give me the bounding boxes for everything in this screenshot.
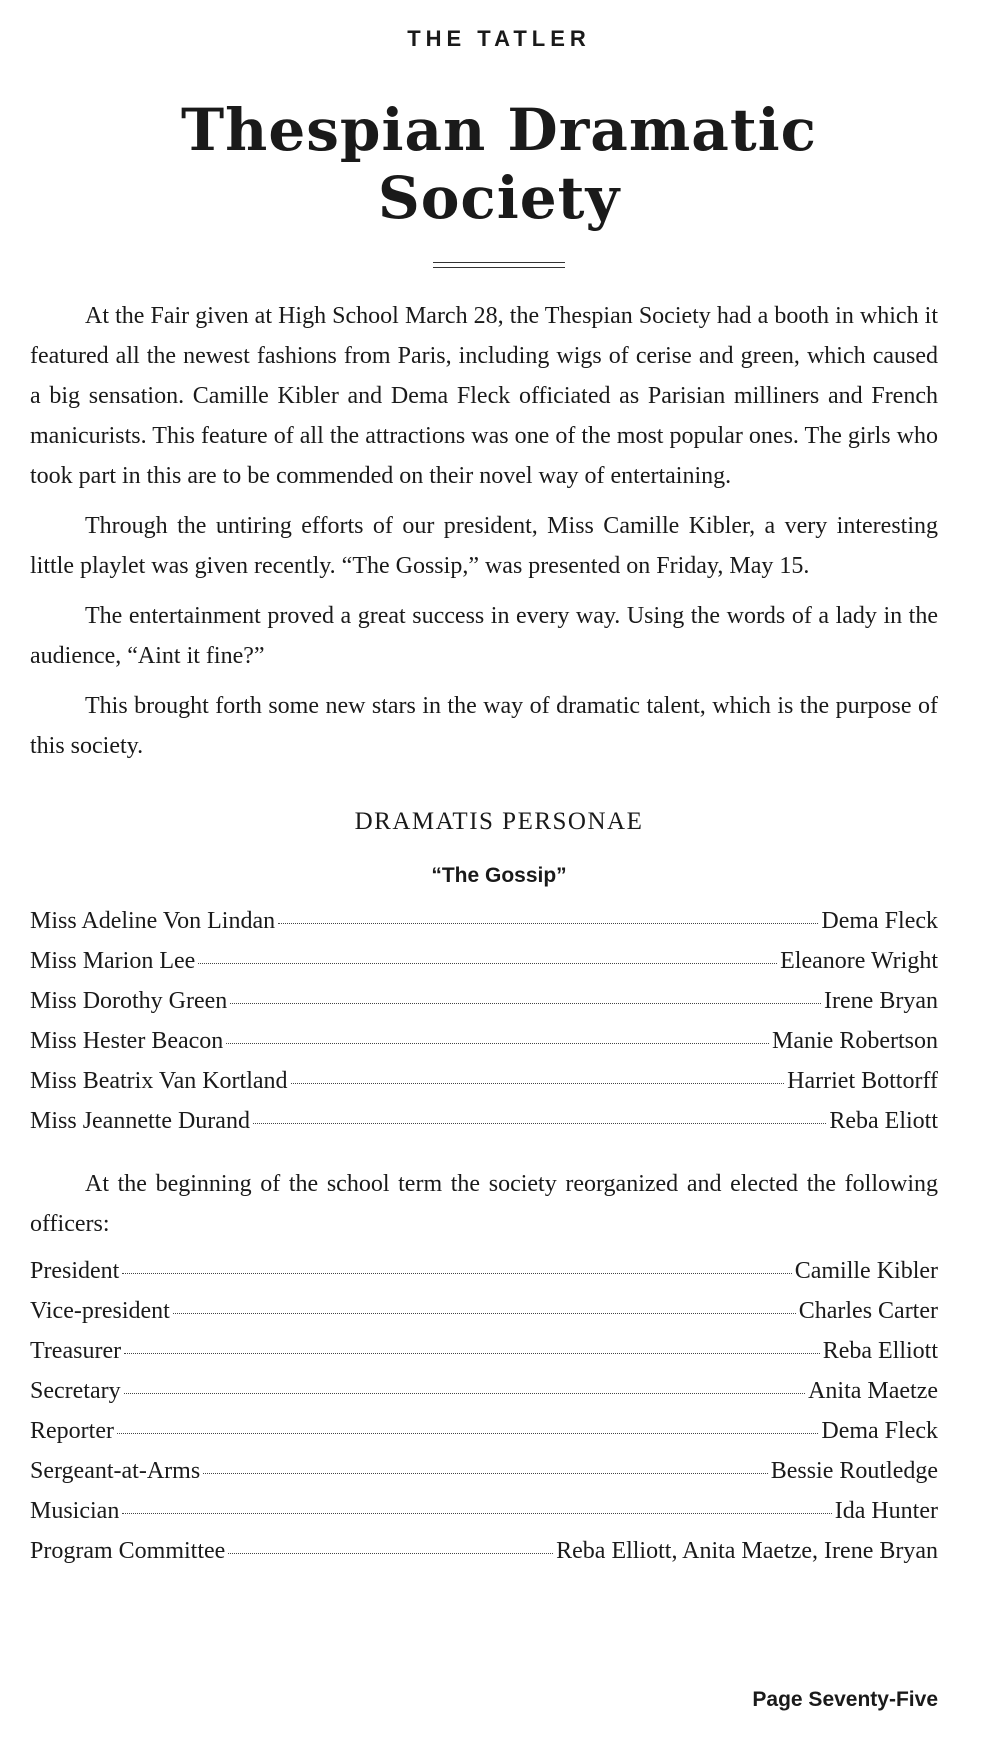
officer-title: Secretary — [30, 1378, 121, 1404]
article-body — [30, 296, 938, 766]
dot-leader — [124, 1393, 805, 1394]
paragraph: This brought forth some new stars in the way of dramatic talent, which is the purpose of this society. — [30, 693, 938, 759]
cast-actor: Irene Bryan — [824, 988, 938, 1014]
officer-row — [30, 1378, 938, 1418]
officer-name: Anita Maetze — [808, 1378, 938, 1404]
officer-row — [30, 1298, 938, 1338]
cast-role: Miss Hester Beacon — [30, 1028, 224, 1054]
dot-leader — [228, 1553, 553, 1554]
dot-leader — [226, 1043, 769, 1044]
cast-row — [30, 988, 938, 1028]
officer-title: Treasurer — [30, 1338, 122, 1364]
cast-actor: Eleanore Wright — [780, 948, 938, 974]
cast-actor: Harriet Bottorff — [787, 1068, 938, 1094]
officer-title: Vice-president — [30, 1298, 170, 1324]
officer-row — [30, 1538, 938, 1578]
officer-title: Program Committee — [30, 1538, 226, 1564]
running-head: THE TATLER — [407, 26, 591, 51]
officers-intro: At the beginning of the school term the society reorganized and elected the following officers: — [30, 1171, 938, 1237]
dot-leader — [122, 1273, 791, 1274]
dot-leader — [291, 1083, 785, 1084]
paragraph: Through the untiring efforts of our president, Miss Camille Kibler, a very interesting little playlet was given recently. “The Gossip,” was presented on Friday, May 15. — [30, 513, 938, 579]
cast-actor: Dema Fleck — [821, 908, 938, 934]
dot-leader — [203, 1473, 768, 1474]
officer-row — [30, 1458, 938, 1498]
dot-leader — [278, 923, 818, 924]
cast-role: Miss Dorothy Green — [30, 988, 228, 1014]
officer-title: Sergeant-at-Arms — [30, 1458, 201, 1484]
cast-role: Miss Jeannette Durand — [30, 1108, 250, 1134]
dramatis-heading: DRAMATIS PERSONAE — [354, 808, 644, 835]
officer-title: Reporter — [30, 1418, 114, 1444]
officer-row — [30, 1258, 938, 1298]
officer-title: President — [30, 1258, 120, 1284]
page-title: Thespian Dramatic Society — [181, 96, 817, 232]
officer-name: Bessie Routledge — [770, 1458, 938, 1484]
officer-name: Charles Carter — [798, 1298, 938, 1324]
cast-row — [30, 948, 938, 988]
cast-role: Miss Marion Lee — [30, 948, 196, 974]
dot-leader — [230, 1003, 821, 1004]
page-number: Page Seventy-Five — [752, 1688, 938, 1711]
officer-name: Reba Elliott — [822, 1338, 938, 1364]
cast-row — [30, 908, 938, 948]
dot-leader — [117, 1433, 818, 1434]
cast-role: Miss Beatrix Van Kortland — [30, 1068, 288, 1094]
cast-list — [30, 908, 938, 1148]
cast-role: Miss Adeline Von Lindan — [30, 908, 276, 934]
cast-row — [30, 1028, 938, 1068]
play-title: “The Gossip” — [431, 864, 567, 887]
cast-actor: Reba Eliott — [829, 1108, 938, 1134]
paragraph: The entertainment proved a great success in every way. Using the words of a lady in the audience, “Aint it fine?” — [30, 603, 938, 669]
cast-actor: Manie Robertson — [772, 1028, 938, 1054]
officer-row — [30, 1418, 938, 1458]
officer-row — [30, 1498, 938, 1538]
paragraph: At the Fair given at High School March 28, the Thespian Society had a booth in which it featured all the newest fashions from Paris, including wigs of cerise and green, which caused a big sensation. Camille Kibler and Dema Fleck officiated as Parisian milliners and French manicurists. This feature of all the attractions was one of the most popular ones. The girls who took part in this are to be commended on their novel way of entertaining. — [30, 303, 938, 489]
officers-section — [30, 1164, 938, 1244]
officer-title: Musician — [30, 1498, 120, 1524]
officer-name: Reba Elliott, Anita Maetze, Irene Bryan — [556, 1538, 938, 1564]
officer-name: Camille Kibler — [794, 1258, 938, 1284]
officer-row — [30, 1338, 938, 1378]
cast-row — [30, 1068, 938, 1108]
officer-name: Ida Hunter — [834, 1498, 938, 1524]
officers-list — [30, 1258, 938, 1578]
officer-name: Dema Fleck — [821, 1418, 938, 1444]
title-divider — [433, 262, 565, 272]
cast-row — [30, 1108, 938, 1148]
dot-leader — [198, 963, 777, 964]
dot-leader — [122, 1513, 831, 1514]
dot-leader — [173, 1313, 796, 1314]
dot-leader — [124, 1353, 820, 1354]
dot-leader — [253, 1123, 826, 1124]
